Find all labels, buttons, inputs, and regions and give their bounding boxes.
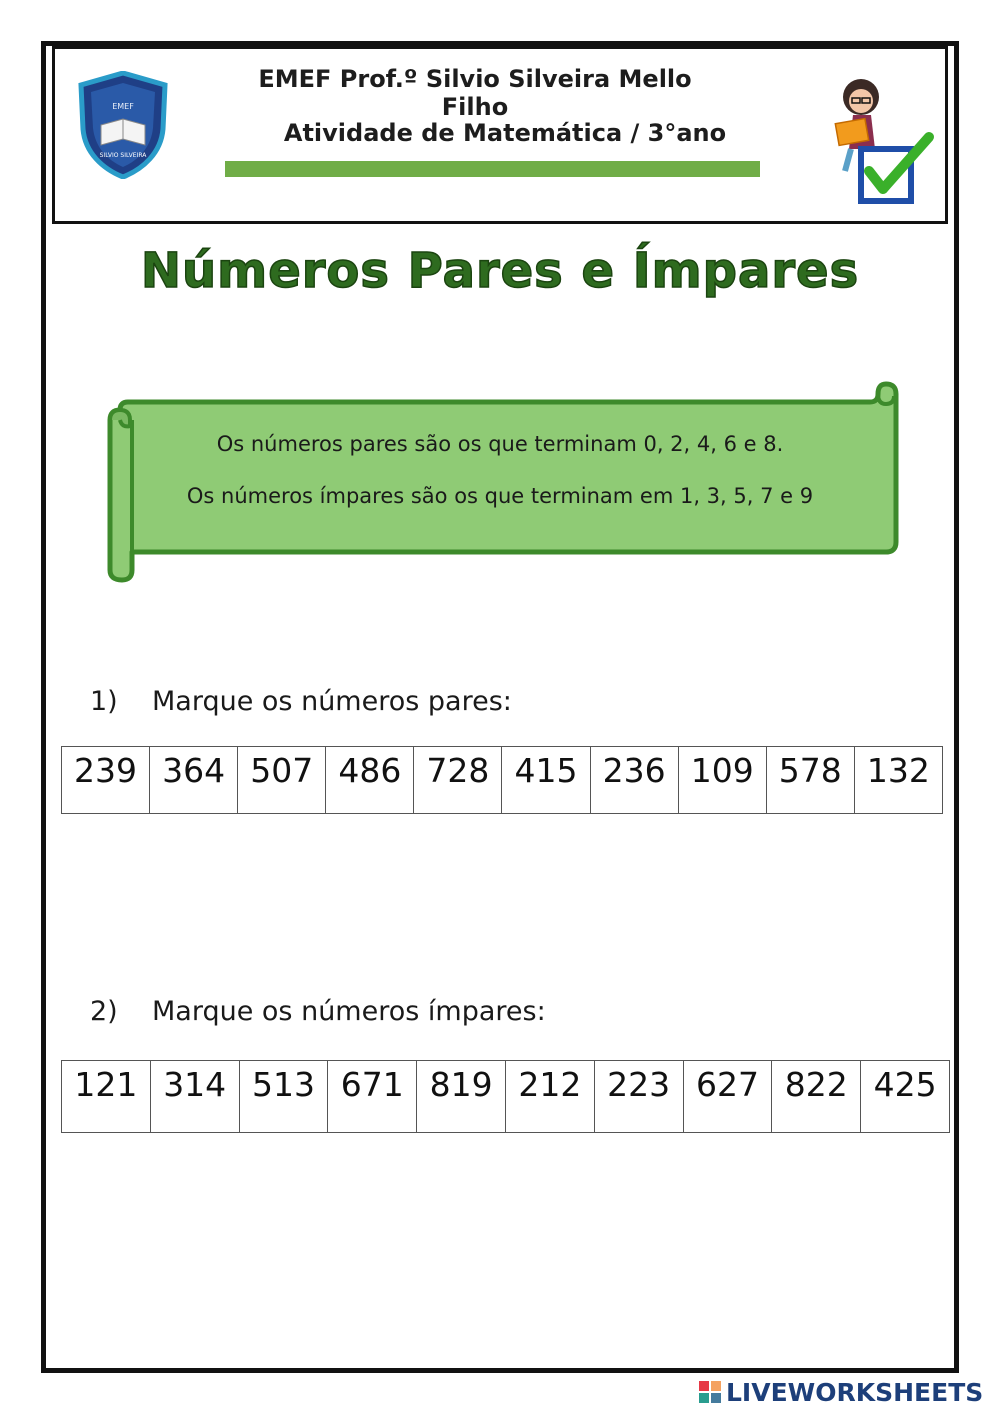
header-divider-bar	[225, 161, 760, 177]
page-title: Números Pares e Ímpares	[140, 243, 860, 299]
number-cell[interactable]: 578	[766, 747, 854, 814]
number-cell[interactable]: 223	[594, 1061, 683, 1133]
number-cell[interactable]: 109	[678, 747, 766, 814]
school-shield-logo	[77, 71, 169, 179]
teacher-reading-icon	[815, 71, 935, 211]
header-box	[52, 46, 948, 224]
question-2	[0, 996, 1000, 1032]
answer-table-2	[61, 1060, 950, 1133]
answer-table-1	[61, 746, 943, 814]
number-cell[interactable]: 212	[505, 1061, 594, 1133]
number-cell[interactable]: 819	[417, 1061, 506, 1133]
svg-text:EMEF: EMEF	[112, 102, 134, 111]
number-cell[interactable]: 121	[62, 1061, 151, 1133]
school-name: EMEF Prof.º Silvio Silveira Mello Filho	[258, 65, 692, 121]
number-cell[interactable]: 425	[861, 1061, 950, 1133]
rule-scroll-banner	[100, 380, 900, 585]
number-cell[interactable]: 507	[238, 747, 326, 814]
number-cell[interactable]: 364	[150, 747, 238, 814]
rule-odd-text: Os números ímpares são os que terminam em 1, 3, 5, 7 e 9	[186, 484, 814, 508]
number-cell[interactable]: 728	[414, 747, 502, 814]
number-cell[interactable]: 236	[590, 747, 678, 814]
question-number: 1)	[90, 686, 118, 717]
question-1	[0, 686, 1000, 722]
number-cell[interactable]: 314	[150, 1061, 239, 1133]
liveworksheets-brand: LIVEWORKSHEETS	[726, 1377, 984, 1407]
number-cell[interactable]: 671	[328, 1061, 417, 1133]
number-cell[interactable]: 415	[502, 747, 590, 814]
number-cell[interactable]: 822	[772, 1061, 861, 1133]
liveworksheets-logo[interactable]	[698, 1376, 983, 1408]
number-cell[interactable]: 132	[854, 747, 942, 814]
number-cell[interactable]: 239	[62, 747, 150, 814]
number-cell[interactable]: 513	[239, 1061, 328, 1133]
question-number: 2)	[90, 996, 118, 1027]
activity-title: Atividade de Matemática / 3°ano	[283, 119, 727, 147]
question-prompt: Marque os números ímpares:	[152, 996, 546, 1027]
number-cell[interactable]: 627	[683, 1061, 772, 1133]
question-prompt: Marque os números pares:	[152, 686, 512, 717]
checkmark-checkbox-icon	[861, 137, 929, 201]
rule-even-text: Os números pares são os que terminam 0, 2, 4, 6 e 8.	[216, 432, 784, 456]
svg-text:SILVIO SILVEIRA: SILVIO SILVEIRA	[99, 152, 147, 159]
number-cell[interactable]: 486	[326, 747, 414, 814]
liveworksheets-logo-icon	[698, 1380, 722, 1404]
